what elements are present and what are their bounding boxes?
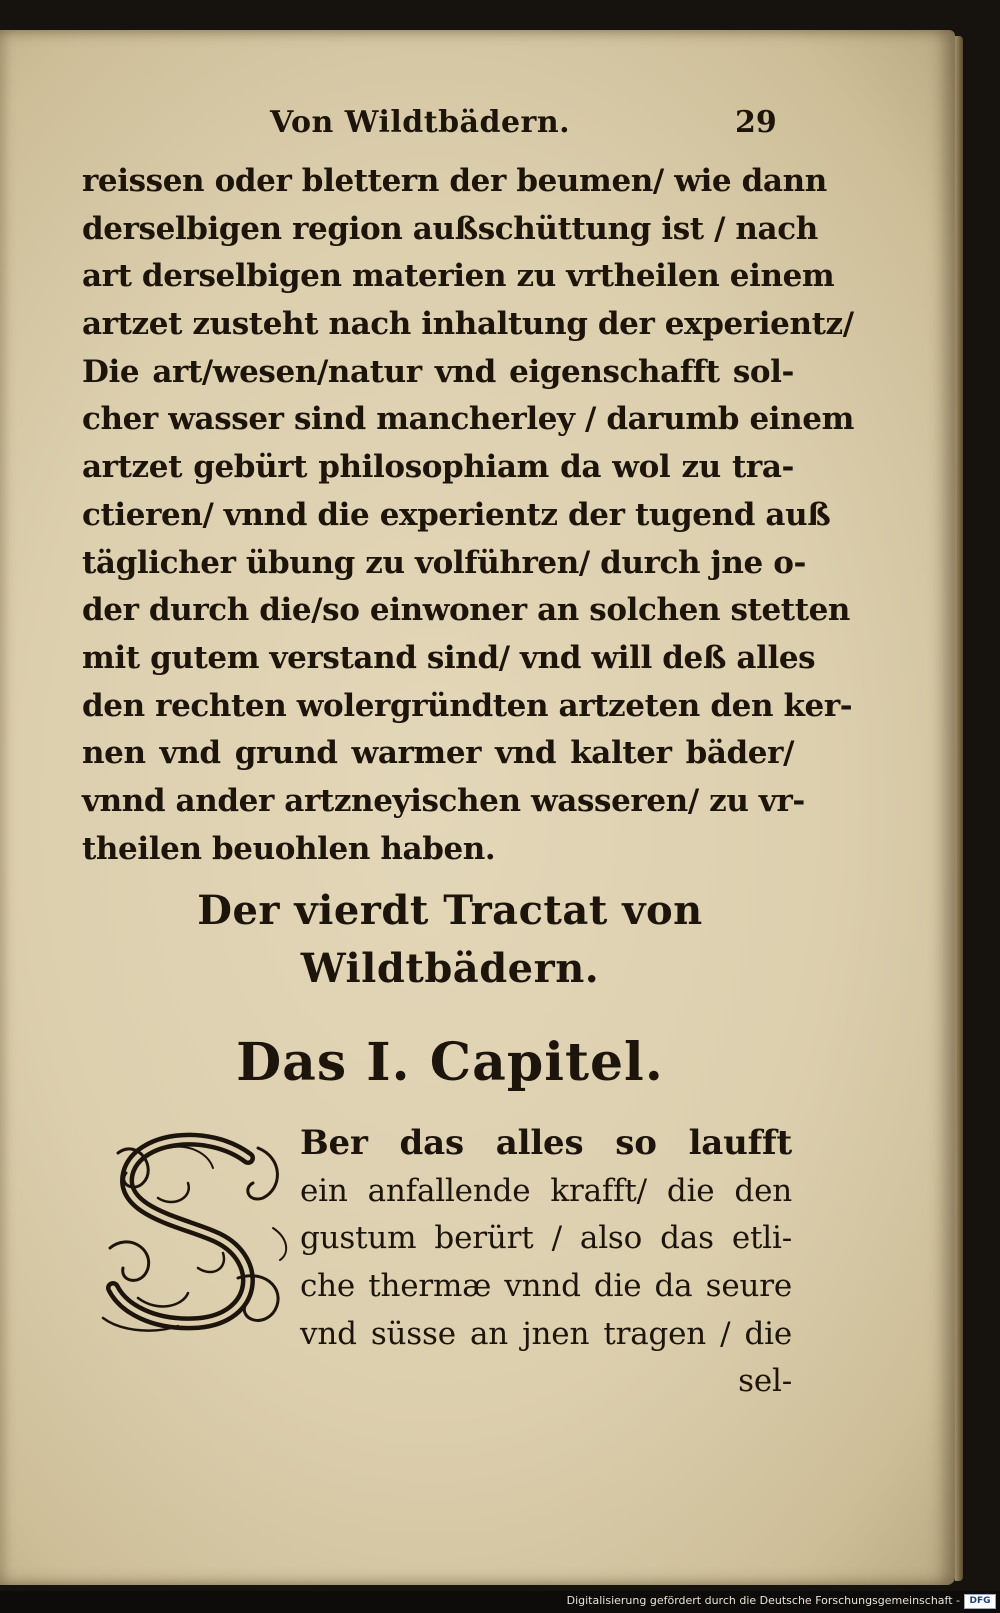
text-line: che thermæ vnnd die da seure <box>300 1268 792 1305</box>
tract-heading-line: Wildtbädern. <box>300 945 600 992</box>
text-line: artzet zusteht nach inhaltung der experientz/ <box>82 306 854 343</box>
text-line: mit gutem verstand sind/ vnd will deß alles <box>82 639 816 676</box>
text-line: nen vnd grund warmer vnd kalter bäder/ <box>82 735 794 772</box>
text-line: vnnd ander artzneyischen wasseren/ zu vr- <box>82 782 805 819</box>
chapter-heading: Das I. Capitel. <box>236 1032 664 1093</box>
catchword: sel- <box>738 1363 792 1400</box>
text-line: theilen beuohlen haben. <box>82 830 496 867</box>
text-line: ein anfallende krafft/ die den <box>300 1172 792 1209</box>
text-line: der durch die/so einwoner an solchen stetten <box>82 592 851 629</box>
body-text <box>82 158 855 873</box>
text-line: cher wasser sind mancherley / darumb einem <box>82 401 855 438</box>
text-line: art derselbigen materien zu vrtheilen einem <box>82 258 835 295</box>
running-head: Von Wildtbädern. <box>270 105 571 140</box>
tract-heading-line: Der vierdt Tractat von <box>197 887 703 934</box>
chapter-text <box>300 1120 792 1406</box>
text-line: ctieren/ vnnd die experientz der tugend auß <box>82 496 831 533</box>
footer-credit: Digitalisierung gefördert durch die Deutsche Forschungsgemeinschaft - <box>566 1594 960 1607</box>
dfg-logo[interactable]: DFG <box>964 1594 996 1609</box>
text-line: derselbigen region außschüttung ist / nach <box>82 210 818 247</box>
text-line: täglicher übung zu volführen/ durch jne o- <box>82 544 806 581</box>
text-line: Ber das alles so laufft <box>300 1123 792 1163</box>
tract-heading <box>150 882 750 998</box>
text-line: den rechten wolergründten artzeten den ker- <box>82 687 853 724</box>
text-line: Die art/wesen/natur vnd eigenschafft sol- <box>82 353 794 390</box>
text-line: vnd süsse an jnen tragen / die <box>300 1315 792 1352</box>
footer-bar <box>0 1591 1000 1613</box>
text-line: gustum berürt / also das etli- <box>300 1220 792 1257</box>
text-line: artzet gebürt philosophiam da wol zu tra- <box>82 449 794 486</box>
decorated-initial-s <box>98 1128 294 1336</box>
page-number: 29 <box>735 105 777 140</box>
text-line: reissen oder blettern der beumen/ wie dann <box>82 163 827 199</box>
page-edge <box>955 36 963 1581</box>
